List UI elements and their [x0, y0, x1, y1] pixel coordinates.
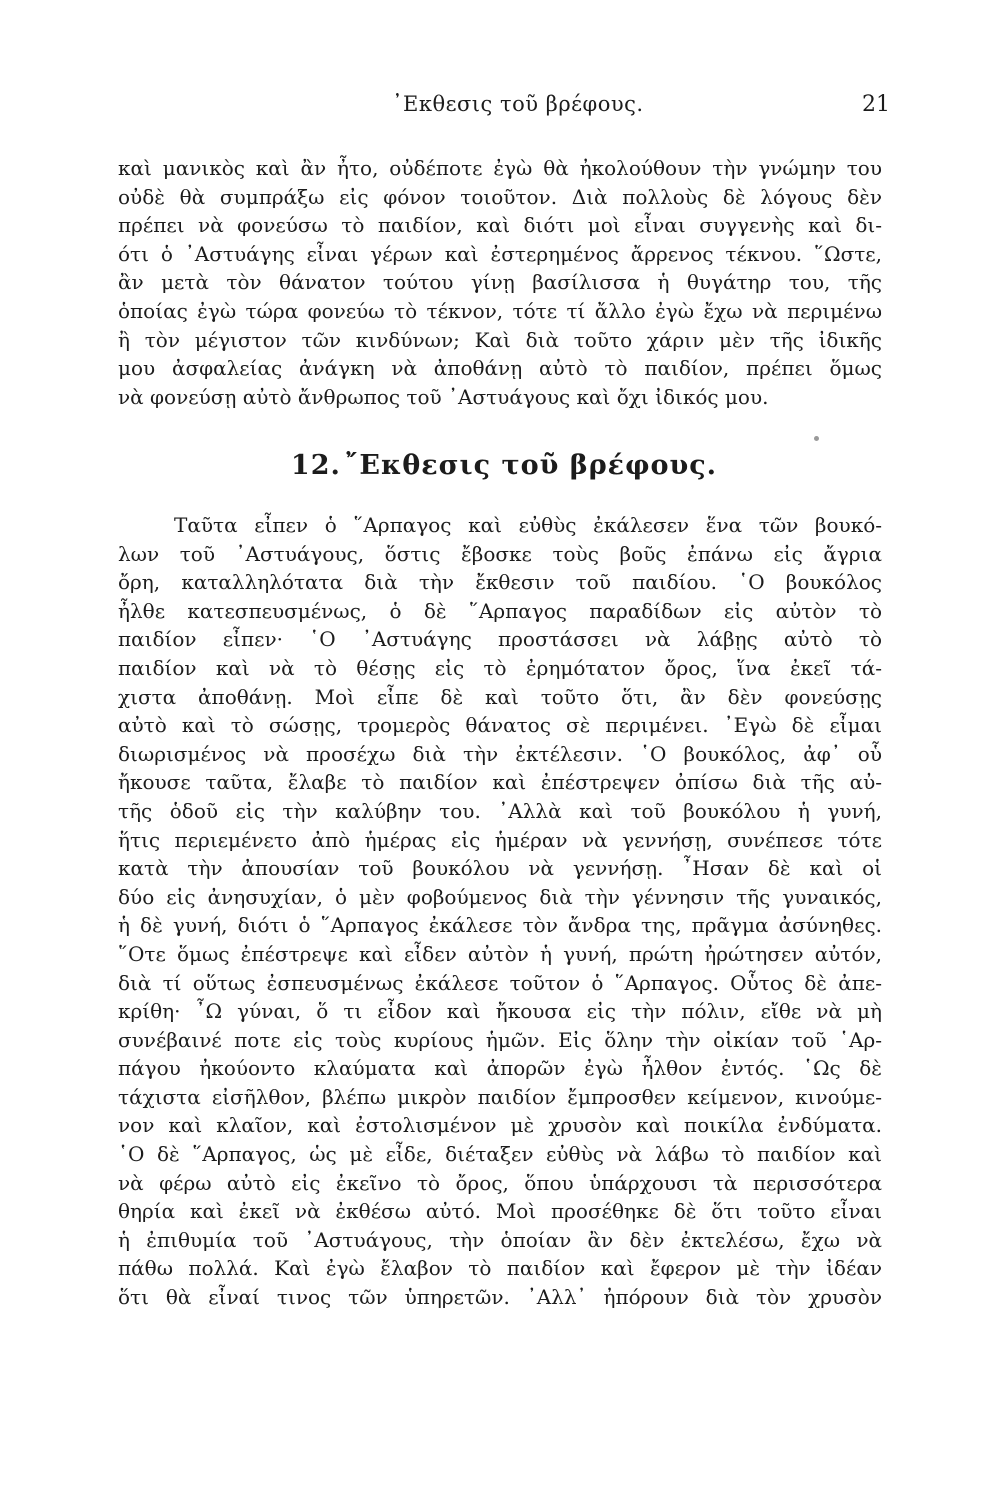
text-line: ἂν μετὰ τὸν θάνατον τούτου γίνῃ βασίλισσα ἡ θυγάτηρ του, τῆς — [118, 270, 882, 295]
text-line: παιδίον εἶπεν· ῾Ο ᾿Αστυάγης προστάσσει νὰ λάβῃς αὐτὸ τὸ — [118, 627, 882, 652]
text-line: κρίθη· ῏Ω γύναι, ὅ τι εἶδον καὶ ἤκουσα εἰς τὴν πόλιν, εἴθε νὰ μὴ — [118, 999, 882, 1024]
running-head — [0, 92, 1008, 122]
text-line: τάχιστα εἰσῆλθον, βλέπω μικρὸν παιδίον ἔμπροσθεν κείμενον, κινούμε- — [118, 1084, 882, 1109]
section-heading — [0, 450, 1008, 481]
running-title: ᾿Εκθεσις τοῦ βρέφους. — [392, 92, 644, 116]
text-line: θηρία καὶ ἐκεῖ νὰ ἐκθέσω αὐτό. Μοὶ προσέθηκε δὲ ὅτι τοῦτο εἶναι — [118, 1199, 882, 1224]
text-line: μου ἀσφαλείας ἀνάγκη νὰ ἀποθάνῃ αὐτὸ τὸ παιδίον, πρέπει ὅμως — [118, 356, 882, 381]
text-line: διωρισμένος νὰ προσέχω διὰ τὴν ἐκτέλεσιν. ῾Ο βουκόλος, ἀφ᾿ οὗ — [118, 741, 882, 766]
text-line: οὐδὲ θὰ συμπράξω εἰς φόνον τοιοῦτον. Διὰ πολλοὺς δὲ λόγους δὲν — [118, 184, 882, 209]
text-line: νὰ φονεύσῃ αὐτὸ ἄνθρωπος τοῦ ᾿Αστυάγους καὶ ὄχι ἰδικός μου. — [118, 384, 769, 409]
text-line: ὄρη, καταλληλότατα διὰ τὴν ἔκθεσιν τοῦ παιδίου. ῾Ο βουκόλος — [118, 570, 882, 595]
text-line: ἦλθε κατεσπευσμένως, ὁ δὲ ῞Αρπαγος παραδίδων εἰς αὐτὸν τὸ — [118, 598, 882, 623]
text-line: ἥτις περιεμένετο ἀπὸ ἡμέρας εἰς ἡμέραν νὰ γεννήσῃ, συνέπεσε τότε — [118, 827, 882, 852]
text-line: Ταῦτα εἶπεν ὁ ῞Αρπαγος καὶ εὐθὺς ἐκάλεσεν ἕνα τῶν βουκό- — [174, 513, 882, 537]
text-line: συνέβαινέ ποτε εἰς τοὺς κυρίους ἡμῶν. Εἰς ὅλην τὴν οἰκίαν τοῦ ῾Αρ- — [118, 1027, 882, 1052]
main-paragraph — [118, 511, 882, 1312]
page-number: 21 — [862, 92, 890, 117]
text-line: ὅτι θὰ εἶναί τινος τῶν ὑπηρετῶν. ᾿Αλλ᾿ ἠπόρουν διὰ τὸν χρυσὸν — [118, 1285, 882, 1310]
ink-dot — [814, 436, 819, 441]
text-line: ῾Ο δὲ ῞Αρπαγος, ὡς μὲ εἶδε, διέταξεν εὐθὺς νὰ λάβω τὸ παιδίον καὶ — [118, 1142, 882, 1167]
text-line: κατὰ τὴν ἀπουσίαν τοῦ βουκόλου νὰ γεννήσῃ. ῏Ησαν δὲ καὶ οἱ — [118, 856, 882, 881]
text-line: ὁποίας ἐγὼ τώρα φονεύω τὸ τέκνον, τότε τί ἄλλο ἐγὼ ἔχω νὰ περιμένω — [118, 298, 882, 323]
section-number: 12. — [290, 450, 341, 481]
section-title: ῎Εκθεσις τοῦ βρέφους. — [344, 450, 718, 481]
text-line: καὶ μανικὸς καὶ ἂν ἦτο, οὐδέποτε ἐγὼ θὰ ἠκολούθουν τὴν γνώμην του — [118, 156, 882, 180]
text-line: ἤκουσε ταῦτα, ἔλαβε τὸ παιδίον καὶ ἐπέστρεψεν ὀπίσω διὰ τῆς αὐ- — [118, 770, 882, 795]
text-line: αὐτὸ καὶ τὸ σώσῃς, τρομερὸς θάνατος σὲ περιμένει. ᾿Εγὼ δὲ εἶμαι — [118, 713, 882, 738]
top-paragraph — [118, 154, 882, 411]
text-line: ῞Οτε ὅμως ἐπέστρεψε καὶ εἶδεν αὐτὸν ἡ γυνή, πρώτη ἠρώτησεν αὐτόν, — [118, 941, 882, 966]
text-line: λων τοῦ ᾿Αστυάγους, ὅστις ἔβοσκε τοὺς βοῦς ἐπάνω εἰς ἄγρια — [118, 541, 882, 566]
text-line: πρέπει νὰ φονεύσω τὸ παιδίον, καὶ διότι μοὶ εἶναι συγγενὴς καὶ δι- — [118, 213, 882, 238]
text-line: χιστα ἀποθάνῃ. Μοὶ εἶπε δὲ καὶ τοῦτο ὅτι, ἂν δὲν φονεύσῃς — [118, 684, 882, 709]
text-line: ἡ ἐπιθυμία τοῦ ᾿Αστυάγους, τὴν ὁποίαν ἂν δὲν ἐκτελέσω, ἔχω νὰ — [118, 1227, 882, 1252]
text-line: δύο εἰς ἀνησυχίαν, ὁ μὲν φοβούμενος διὰ τὴν γέννησιν τῆς γυναικός, — [118, 884, 882, 909]
text-line: τῆς ὁδοῦ εἰς τὴν καλύβην του. ᾿Αλλὰ καὶ τοῦ βουκόλου ἡ γυνή, — [118, 798, 882, 823]
text-line: πάθω πολλά. Καὶ ἐγὼ ἔλαβον τὸ παιδίον καὶ ἔφερον μὲ τὴν ἰδέαν — [118, 1256, 882, 1281]
text-line: ότι ὁ ᾿Αστυάγης εἶναι γέρων καὶ ἐστερημένος ἄρρενος τέκνου. ῞Ωστε, — [118, 241, 882, 266]
text-line: νον καὶ κλαῖον, καὶ ἐστολισμένον μὲ χρυσὸν καὶ ποικίλα ἐνδύματα. — [118, 1113, 882, 1138]
text-line: διὰ τί οὕτως ἐσπευσμένως ἐκάλεσε τοῦτον ὁ ῞Αρπαγος. Οὗτος δὲ ἀπε- — [118, 970, 882, 995]
text-line: ἡ δὲ γυνή, διότι ὁ ῞Αρπαγος ἐκάλεσε τὸν ἄνδρα της, πρᾶγμα ἀσύνηθες. — [118, 913, 882, 938]
text-line: νὰ φέρω αὐτὸ εἰς ἐκεῖνο τὸ ὄρος, ὅπου ὑπάρχουσι τὰ περισσότερα — [118, 1170, 882, 1195]
text-line: ἢ τὸν μέγιστον τῶν κινδύνων; Καὶ διὰ τοῦτο χάριν μὲν τῆς ἰδικῆς — [118, 327, 882, 352]
text-line: παιδίον καὶ νὰ τὸ θέσῃς εἰς τὸ ἐρημότατον ὄρος, ἵνα ἐκεῖ τά- — [118, 655, 882, 680]
text-line: πάγου ἠκούοντο κλαύματα καὶ ἀπορῶν ἐγὼ ἦλθον ἐντός. ῾Ως δὲ — [118, 1056, 882, 1081]
